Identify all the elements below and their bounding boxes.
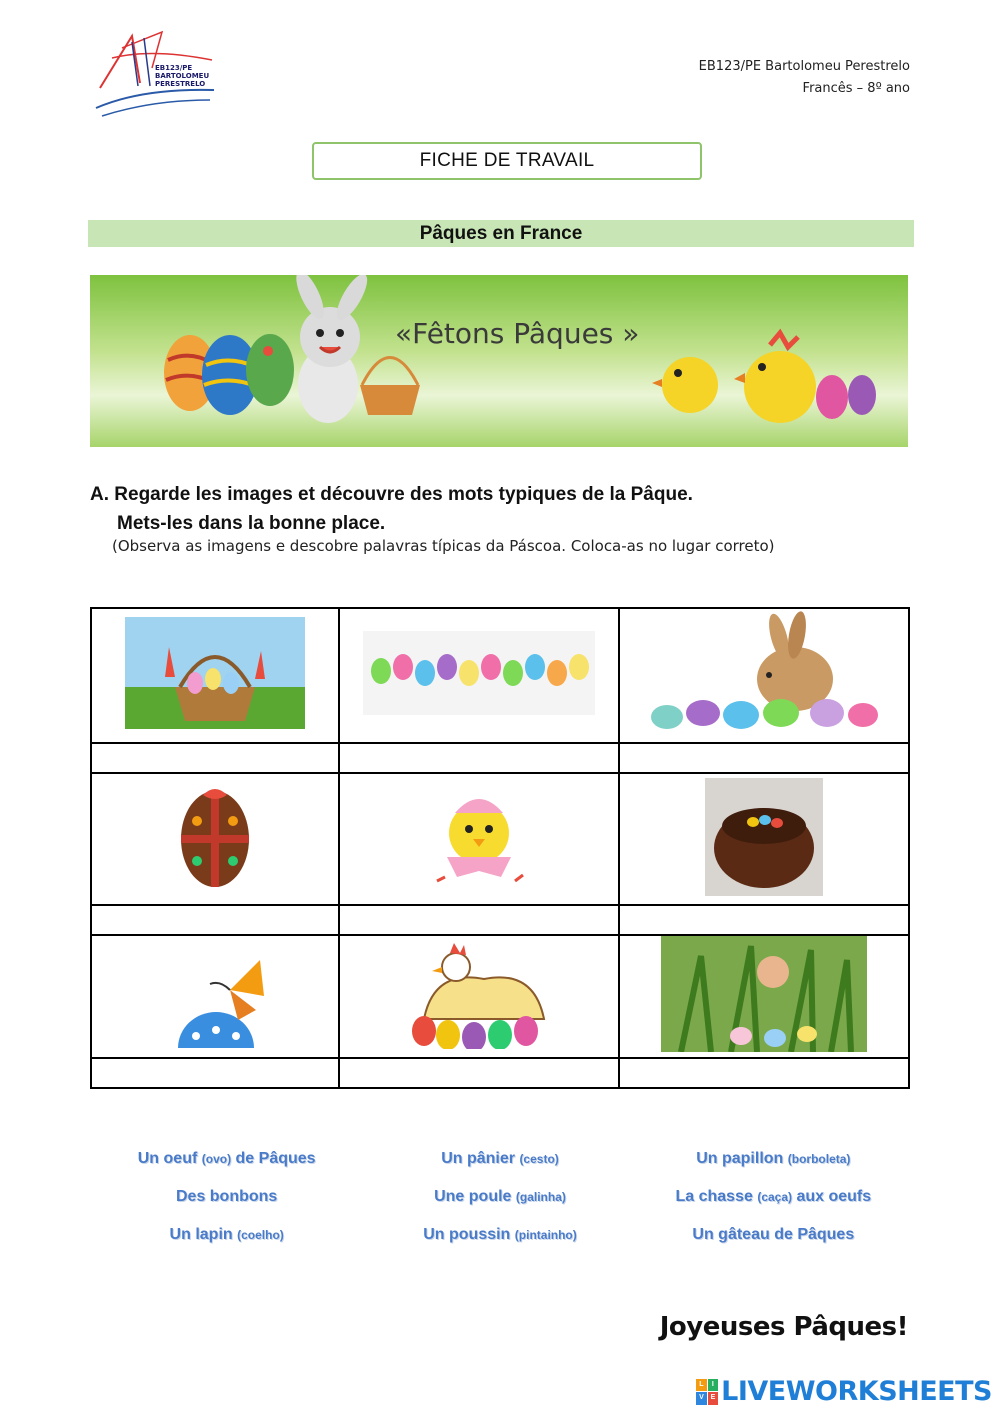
word-item: Un gâteau de Pâques xyxy=(692,1226,855,1243)
word-item: Un pânier (cesto) xyxy=(441,1150,559,1167)
image-cell xyxy=(91,608,339,743)
answer-input[interactable] xyxy=(340,906,618,934)
answer-input[interactable] xyxy=(620,906,908,934)
answer-cell[interactable] xyxy=(619,743,909,773)
easter-banner xyxy=(90,275,908,447)
word-bank-row xyxy=(90,1216,910,1254)
answer-row xyxy=(91,1058,909,1088)
answer-cell[interactable] xyxy=(91,1058,339,1088)
section-subtitle: Pâques en France xyxy=(88,220,914,247)
word-item: Un papillon (borboleta) xyxy=(696,1150,851,1167)
answer-input[interactable] xyxy=(340,1059,618,1087)
word-bank xyxy=(90,1140,910,1254)
answer-row xyxy=(91,743,909,773)
instruction-translation: (Observa as imagens e descobre palavras típicas da Páscoa. Coloca-as no lugar correto) xyxy=(112,537,775,555)
instruction-heading xyxy=(90,480,693,538)
answer-input[interactable] xyxy=(92,1059,338,1087)
word-item: Un poussin (pintainho) xyxy=(423,1226,577,1243)
image-row xyxy=(91,608,909,743)
course-level: Francês – 8º ano xyxy=(802,81,910,96)
answer-row xyxy=(91,905,909,935)
answer-cell[interactable] xyxy=(339,905,619,935)
banner-title: «Fêtons Pâques » xyxy=(395,317,640,350)
child-egg-hunt-image xyxy=(661,936,867,1052)
image-cell xyxy=(619,935,909,1058)
answer-cell[interactable] xyxy=(91,743,339,773)
image-cell xyxy=(619,773,909,905)
bunny-with-eggs-image xyxy=(637,609,891,737)
answer-input[interactable] xyxy=(620,1059,908,1087)
liveworksheets-wordmark: LIVEWORKSHEETS xyxy=(721,1376,992,1407)
answer-cell[interactable] xyxy=(339,1058,619,1088)
worksheet-title: FICHE DE TRAVAIL xyxy=(312,142,702,180)
image-row xyxy=(91,773,909,905)
image-cell xyxy=(91,773,339,905)
instruction-line-2: Mets-les dans la bonne place. xyxy=(117,513,386,534)
image-cell xyxy=(91,935,339,1058)
closing-greeting: Joyeuses Pâques! xyxy=(659,1312,908,1342)
word-item: Un oeuf (ovo) de Pâques xyxy=(137,1150,316,1167)
liveworksheets-brand xyxy=(696,1376,992,1407)
word-bank-row xyxy=(90,1140,910,1178)
candy-eggs-image xyxy=(363,631,595,715)
image-cell xyxy=(339,608,619,743)
answer-cell[interactable] xyxy=(619,905,909,935)
banner-illustration xyxy=(90,275,908,447)
word-item: Une poule (galinha) xyxy=(434,1188,566,1205)
chick-in-egg-image xyxy=(427,781,531,893)
image-row xyxy=(91,935,909,1058)
school-logo xyxy=(92,28,222,120)
logo-text: EB123/PE BARTOLOMEU PERESTRELO xyxy=(155,64,210,88)
word-bank-row xyxy=(90,1178,910,1216)
answer-cell[interactable] xyxy=(91,905,339,935)
hen-with-eggs-image xyxy=(404,939,554,1049)
butterfly-on-egg-image xyxy=(160,940,270,1048)
easter-basket-image xyxy=(125,617,305,729)
image-cell xyxy=(339,935,619,1058)
answer-input[interactable] xyxy=(92,906,338,934)
answer-input[interactable] xyxy=(92,744,338,772)
chocolate-nest-cake-image xyxy=(705,778,823,896)
answer-cell[interactable] xyxy=(339,743,619,773)
answer-input[interactable] xyxy=(620,744,908,772)
image-cell xyxy=(619,608,909,743)
instruction-line-1: A. Regarde les images et découvre des mots typiques de la Pâque. xyxy=(90,484,693,505)
word-item: Un lapin (coelho) xyxy=(169,1226,284,1243)
school-info xyxy=(699,56,910,100)
word-item: La chasse (caça) aux oeufs xyxy=(675,1188,872,1205)
image-cell xyxy=(339,773,619,905)
chocolate-egg-image xyxy=(175,781,255,893)
exercise-grid xyxy=(90,607,910,1089)
word-item: Des bonbons xyxy=(175,1188,278,1205)
liveworksheets-logo-icon: L I V E xyxy=(696,1379,718,1405)
school-name: EB123/PE Bartolomeu Perestrelo xyxy=(698,59,910,74)
answer-cell[interactable] xyxy=(619,1058,909,1088)
answer-input[interactable] xyxy=(340,744,618,772)
